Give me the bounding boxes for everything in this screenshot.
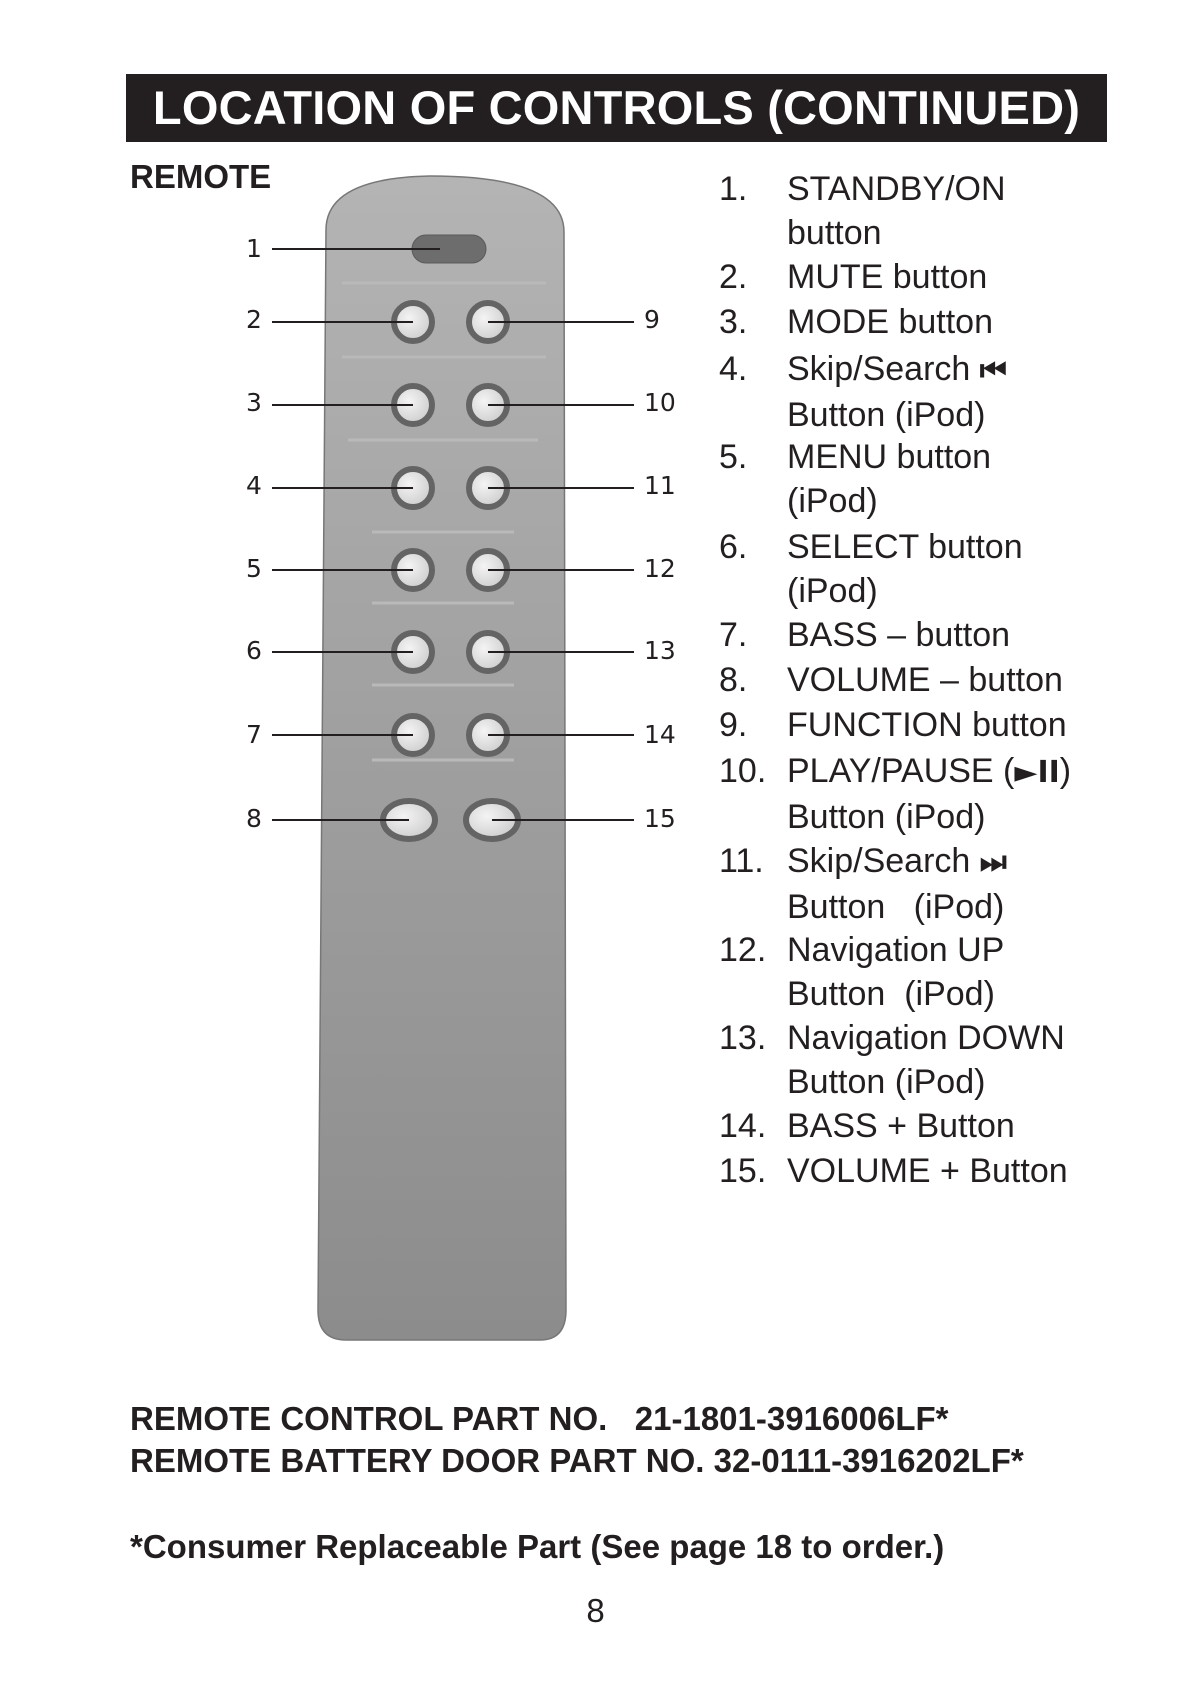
callout-4: 4 <box>246 471 262 500</box>
callout-5: 5 <box>246 554 262 583</box>
callout-7: 7 <box>246 720 262 749</box>
callout-3: 3 <box>246 388 262 417</box>
skip-back-icon: ⏮ <box>979 353 1007 388</box>
remote-control-part-number: REMOTE CONTROL PART NO. 21-1801-3916006LF* <box>130 1400 949 1437</box>
battery-door-part-number: REMOTE BATTERY DOOR PART NO. 32-0111-3916202LF* <box>130 1442 1024 1479</box>
callout-15: 15 <box>644 804 676 833</box>
callout-6: 6 <box>246 636 262 665</box>
skip-forward-icon: ⏭ <box>979 845 1007 880</box>
footnote: *Consumer Replaceable Part (See page 18 to order.) <box>130 1528 945 1565</box>
callout-2: 2 <box>246 305 262 334</box>
remote-body <box>318 176 566 1340</box>
callout-14: 14 <box>644 720 676 749</box>
callout-11: 11 <box>644 471 676 500</box>
callout-13: 13 <box>644 636 676 665</box>
callout-12: 12 <box>644 554 676 583</box>
callout-9: 9 <box>644 305 660 334</box>
play-pause-icon: ►II <box>1014 755 1060 790</box>
section-label-remote: REMOTE <box>130 158 272 195</box>
callout-1: 1 <box>246 234 262 263</box>
page-number: 8 <box>586 1592 605 1629</box>
callout-10: 10 <box>644 388 676 417</box>
page-title: LOCATION OF CONTROLS (CONTINUED) <box>126 74 1107 142</box>
callout-8: 8 <box>246 804 262 833</box>
